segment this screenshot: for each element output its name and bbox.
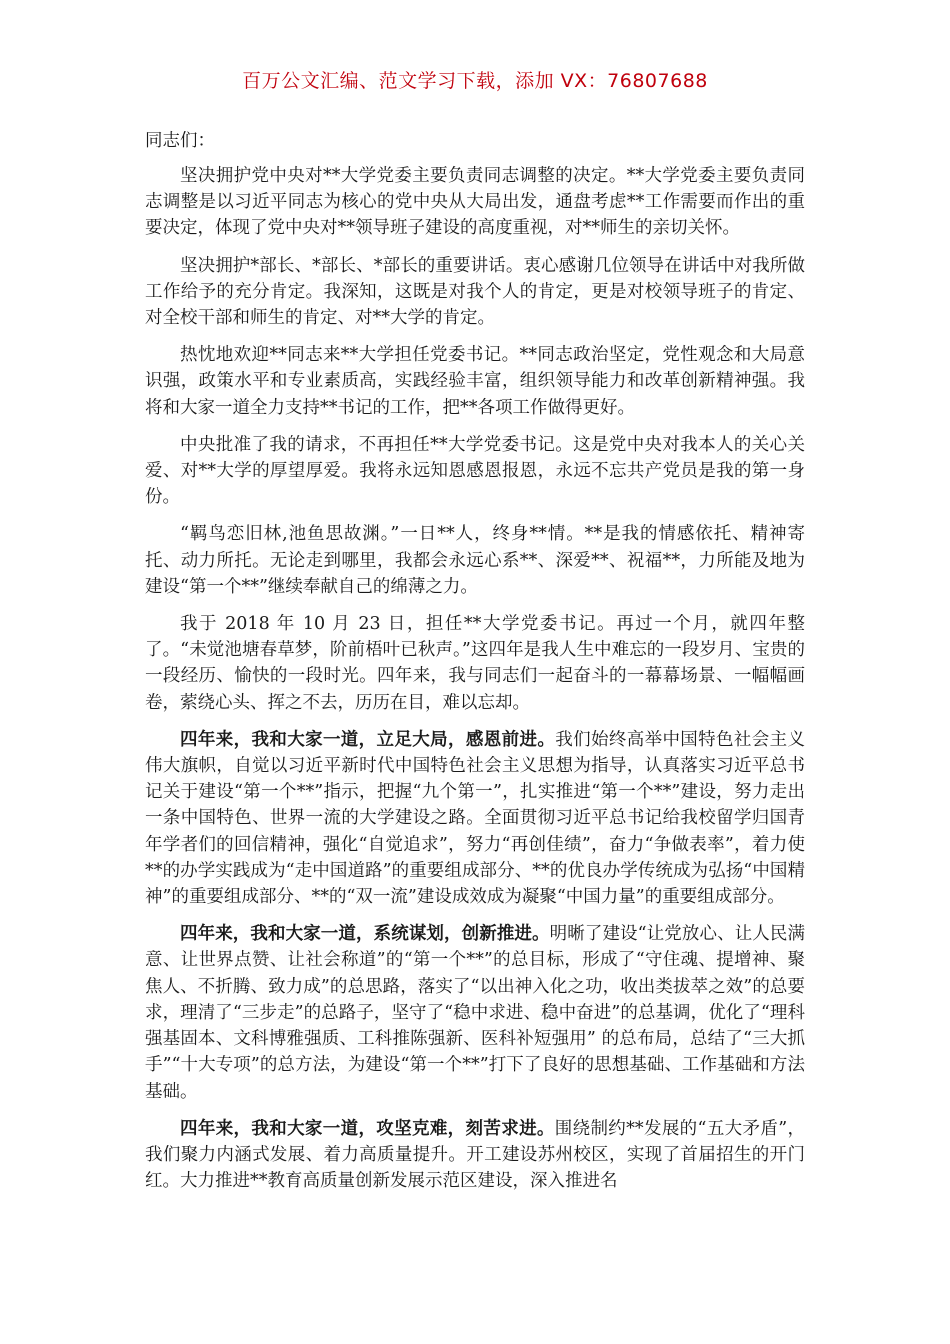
paragraph [145, 921, 805, 1104]
paragraph-text: 围绕制约**发展的“五大矛盾”，我们聚力内涵式发展、着力高质量提升。开工建设苏州校区，实现了首届招生的开门红。大力推进**教育高质量创新发展示范区建设，深入推进名 [145, 1118, 805, 1192]
paragraph [145, 253, 805, 332]
paragraph [145, 611, 805, 716]
paragraph-lead-bold: 四年来，我和大家一道，系统谋划，创新推进。 [180, 924, 550, 945]
paragraph [145, 163, 805, 242]
paragraph-lead-bold: 四年来，我和大家一道，立足大局，感恩前进。 [180, 729, 556, 750]
paragraph [145, 1116, 805, 1195]
paragraph [145, 727, 805, 910]
paragraph [145, 521, 805, 600]
document-body [145, 127, 805, 1205]
paragraph-text: 我们始终高举中国特色社会主义伟大旗帜，自觉以习近平新时代中国特色社会主义思想为指导，认真落实习近平总书记关于建设“第一个**”指示，把握“九个第一”，扎实推进“第一个**”建设，努力走出一条中国特色、世界一流的大学建设之路。全面贯彻习近平总书记给我校留学归国青年学者们的回信精神，强化“自觉追求”，努力“再创佳绩”，奋力“争做表率”，着力使**的办学实践成为“走中国道路”的重要组成部分、**的优良办学传统成为弘扬“中国精神”的重要组成部分、**的“双一流”建设成效成为凝聚“中国力量”的重要组成部分。 [145, 729, 806, 908]
paragraph-lead-bold: 四年来，我和大家一道，攻坚克难，刻苦求进。 [180, 1118, 555, 1139]
paragraph-text: 坚决拥护党中央对**大学党委主要负责同志调整的决定。**大学党委主要负责同志调整是以习近平同志为核心的党中央从大局出发，通盘考虑**工作需要而作出的重要决定，体现了党中央对**领导班子建设的高度重视，对**师生的亲切关怀。 [145, 166, 805, 239]
paragraph-text: 明晰了建设“让党放心、让人民满意、让世界点赞、让社会称道”的“第一个**”的总目标，形成了“守住魂、提增神、聚焦人、不折腾、致力成”的总思路，落实了“以出神入化之功，收出类拔萃之效”的总要求，理清了“三步走”的总路子，坚守了“稳中求进、稳中奋进”的总基调，优化了“理科强基固本、文科博雅强质、工科推陈强新、医科补短强用” 的总布局，总结了“三大抓手”“十大专项”的总方法，为建设“第一个**”打下了良好的思想基础、工作基础和方法基础。 [145, 924, 806, 1102]
paragraph [145, 432, 805, 511]
header-banner: 百万公文汇编、范文学习下载，添加 VX：76807688 [242, 70, 708, 92]
paragraph-text: “羁鸟恋旧林,池鱼思故渊。”一日**人，终身**情。**是我的情感依托、精神寄托、动力所托。无论走到哪里，我都会永远心系**、深爱**、祝福**，力所能及地为建设“第一个**”继续奉献自己的绵薄之力。 [145, 524, 805, 597]
paragraph [145, 342, 805, 421]
salutation: 同志们： [145, 131, 215, 151]
paragraph-text: 热忱地欢迎**同志来**大学担任党委书记。**同志政治坚定，党性观念和大局意识强，政策水平和专业素质高，实践经验丰富，组织领导能力和改革创新精神强。我将和大家一道全力支持**书记的工作，把**各项工作做得更好。 [145, 345, 805, 418]
paragraph-text: 坚决拥护*部长、*部长、*部长的重要讲话。衷心感谢几位领导在讲话中对我所做工作给予的充分肯定。我深知，这既是对我个人的肯定，更是对校领导班子的肯定、对全校干部和师生的肯定、对**大学的肯定。 [145, 255, 805, 329]
paragraph-text: 中央批准了我的请求，不再担任**大学党委书记。这是党中央对我本人的关心关爱、对**大学的厚望厚爱。我将永远知恩感恩报恩，永远不忘共产党员是我的第一身份。 [145, 434, 805, 508]
paragraph-text: 我于 2018 年 10 月 23 日，担任**大学党委书记。再过一个月，就四年整了。“未觉池塘春草梦，阶前梧叶已秋声。”这四年是我人生中难忘的一段岁月、宝贵的一段经历、愉快的一段时光。四年来，我与同志们一起奋斗的一幕幕场景、一幅幅画卷，萦绕心头、挥之不去，历历在目，难以忘却。 [145, 614, 805, 713]
